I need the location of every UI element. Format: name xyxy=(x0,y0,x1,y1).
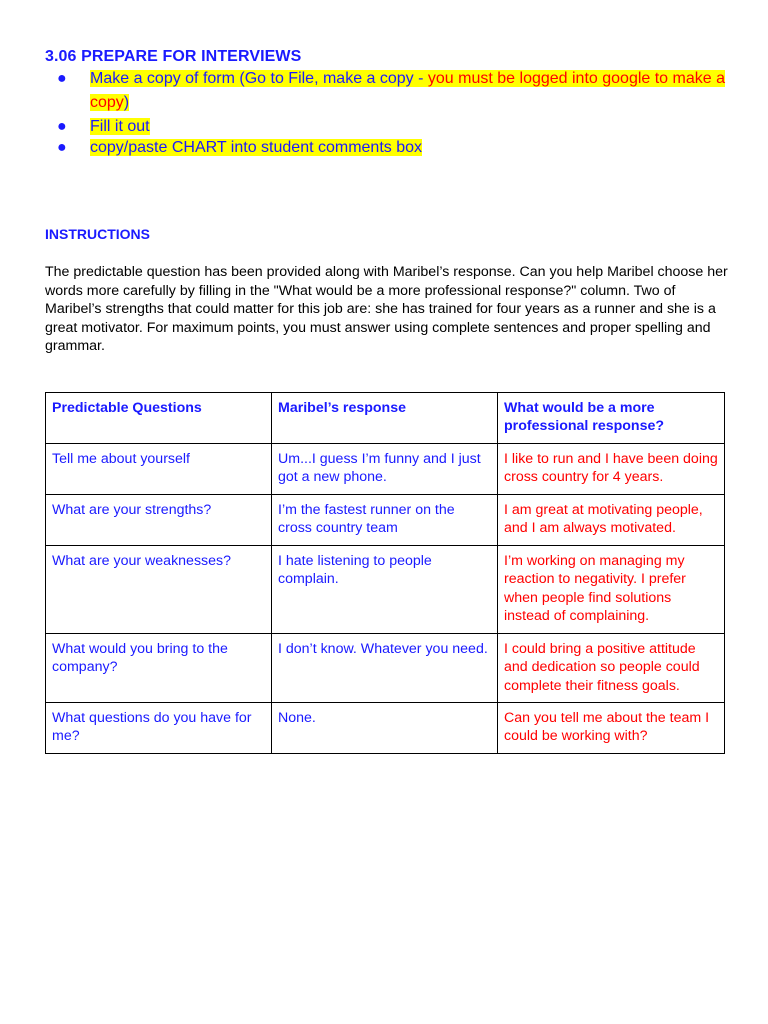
bullet-text: copy/paste CHART into student comments box xyxy=(90,139,423,156)
table-row xyxy=(46,634,725,703)
response-cell: I hate listening to people complain. xyxy=(272,546,498,634)
bullet-text-close: ) xyxy=(123,93,130,111)
professional-response-cell[interactable]: I could bring a positive attitude and dedication so people could complete their fitness goals. xyxy=(498,634,725,703)
table-row xyxy=(46,495,725,546)
response-cell: I’m the fastest runner on the cross country team xyxy=(272,495,498,546)
bullet-icon: ● xyxy=(57,118,67,135)
bullet-item-copy-form xyxy=(57,67,737,114)
table-row xyxy=(46,444,725,495)
header-professional-response: What would be a more professional response? xyxy=(498,393,725,444)
table-row xyxy=(46,703,725,754)
response-cell: None. xyxy=(272,703,498,754)
bullet-text-warning: you must be logged into google to make a copy xyxy=(90,70,725,111)
question-cell: What are your strengths? xyxy=(46,495,272,546)
instructions-body: The predictable question has been provided along with Maribel’s response. Can you help Maribel choose her words more carefully by filling in the "What would be a more professional response?" column. Two of Maribel’s strengths that could matter for this job are: she has trained for four years as a runner and she is a great motivator. For maximum points, you must answer using complete sentences and proper spelling and grammar. xyxy=(45,264,728,354)
bullet-icon: ● xyxy=(57,70,67,87)
professional-response-cell[interactable]: Can you tell me about the team I could be working with? xyxy=(498,703,725,754)
table-row xyxy=(46,546,725,634)
bullet-list xyxy=(57,67,737,158)
question-cell: What questions do you have for me? xyxy=(46,703,272,754)
bullet-text: Make a copy of form (Go to File, make a copy - xyxy=(90,70,428,87)
header-predictable-questions: Predictable Questions xyxy=(46,393,272,444)
response-cell: Um...I guess I’m funny and I just got a new phone. xyxy=(272,444,498,495)
bullet-icon: ● xyxy=(57,139,67,156)
bullet-text: Fill it out xyxy=(90,118,150,135)
professional-response-cell[interactable]: I am great at motivating people, and I am always motivated. xyxy=(498,495,725,546)
question-cell: What are your weaknesses? xyxy=(46,546,272,634)
interview-chart-table xyxy=(45,392,725,754)
page-title: 3.06 PREPARE FOR INTERVIEWS xyxy=(45,48,302,65)
table-header-row xyxy=(46,393,725,444)
bullet-item-copy-chart xyxy=(57,137,737,158)
question-cell: Tell me about yourself xyxy=(46,444,272,495)
header-maribel-response: Maribel’s response xyxy=(272,393,498,444)
bullet-item-fill-out xyxy=(57,116,737,137)
response-cell: I don’t know. Whatever you need. xyxy=(272,634,498,703)
professional-response-cell[interactable]: I like to run and I have been doing cross country for 4 years. xyxy=(498,444,725,495)
question-cell: What would you bring to the company? xyxy=(46,634,272,703)
instructions-heading: INSTRUCTIONS xyxy=(45,226,150,242)
professional-response-cell[interactable]: I’m working on managing my reaction to negativity. I prefer when people find solutions instead of complaining. xyxy=(498,546,725,634)
